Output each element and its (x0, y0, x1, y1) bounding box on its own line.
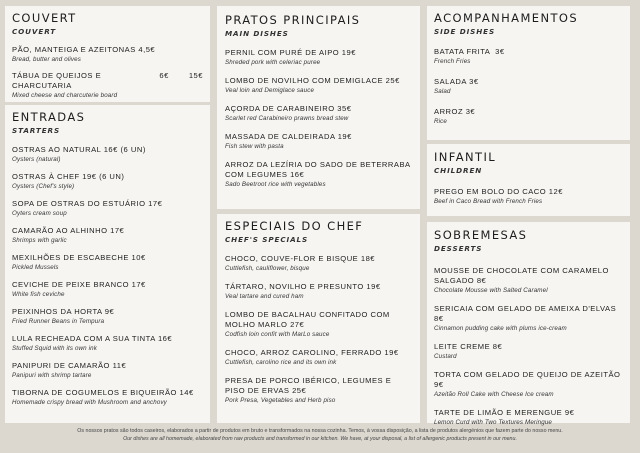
menu-item (434, 304, 623, 333)
menu-item (12, 253, 203, 272)
item-name: PANIPURI DE CAMARÃO 11€ (12, 361, 127, 370)
menu-item (434, 370, 623, 399)
item-description: Cinnamon pudding cake with plums ice-cream (434, 325, 567, 332)
item-description: White fish ceviche (12, 291, 65, 298)
item-description: Cuttlefish, carolino rice and its own ink (225, 359, 337, 366)
item-name: AÇORDA DE CARABINEIRO 35€ (225, 104, 352, 113)
item-name: LOMBO DE BACALHAU CONFITADO COM MOLHO MARLO 27€ (225, 310, 390, 329)
pratos-subtitle: MAIN DISHES (225, 29, 289, 38)
menu-item (12, 145, 203, 164)
menu-item (434, 408, 623, 427)
couvert-card (5, 6, 210, 102)
item-description: Sado Beetroot rice with vegetables (225, 181, 326, 188)
item-name: OSTRAS AO NATURAL 16€ (6 UN) (12, 145, 146, 154)
item-description: Mixed cheese and charcuterie board (12, 92, 118, 99)
item-description: Pickled Mussels (12, 264, 59, 271)
item-name: PRESA DE PORCO IBÉRICO, LEGUMES E PISO DE ERVAS 25€ (225, 376, 392, 395)
menu-item (434, 47, 623, 66)
item-name: MASSADA DE CALDEIRADA 19€ (225, 132, 352, 141)
footer-line-en: Our dishes are all homemade, elaborated from raw products and transformed in our kitchen. We have, at your disposal, a list of allergenic products present in our menu. (123, 436, 517, 442)
menu-item (12, 388, 203, 407)
item-name: TIBORNA DE COGUMELOS E BIQUEIRÃO 14€ (12, 388, 194, 397)
acompanhamentos-card (427, 6, 630, 140)
item-name: PÃO, MANTEIGA E AZEITONAS 4,5€ (12, 45, 156, 54)
menu-item (225, 282, 412, 301)
infantil-subtitle: CHILDREN (434, 166, 483, 175)
item-name: LOMBO DE NOVILHO COM DEMIGLACE 25€ (225, 76, 400, 85)
item-description: Homemade crispy bread with Mushroom and anchovy (12, 399, 167, 406)
item-name: SALADA 3€ (434, 77, 479, 86)
item-description: Pork Presa, Vegetables and Herb piso (225, 397, 336, 404)
item-name: ARROZ 3€ (434, 107, 476, 116)
item-description: Cuttlefish, cauliflower, bisque (225, 265, 310, 272)
item-name: TARTE DE LIMÃO E MERENGUE 9€ (434, 408, 575, 417)
item-name-row (12, 71, 203, 91)
entradas-card (5, 105, 210, 423)
infantil-card (427, 144, 630, 216)
item-description: Chocolate Mousse with Salted Caramel (434, 287, 548, 294)
item-description: Shrimps with garlic (12, 237, 67, 244)
acompanhamentos-subtitle: SIDE DISHES (434, 27, 496, 36)
item-name: OSTRAS À CHEF 19€ (6 UN) (12, 172, 125, 181)
item-name: SOPA DE OSTRAS DO ESTUÁRIO 17€ (12, 199, 163, 208)
menu-item (434, 107, 623, 126)
menu-item (434, 77, 623, 96)
especiais-title: ESPECIAIS DO CHEF (225, 219, 364, 233)
pratos-card (217, 6, 420, 209)
menu-item (225, 48, 412, 67)
menu-item (225, 132, 412, 151)
especiais-subtitle: CHEF'S SPECIALS (225, 235, 309, 244)
acompanhamentos-title: ACOMPANHAMENTOS (434, 11, 579, 25)
item-description: Beef in Caco Bread with French Fries (434, 198, 543, 205)
item-description: Oysters (natural) (12, 156, 61, 163)
couvert-subtitle: COUVERT (12, 27, 57, 36)
menu-item (434, 342, 623, 361)
footer-line-pt: Os nossos pratos são todos caseiros, elaborados a partir de produtos em bruto e transformados na nossa cozinha. Temos, à vossa disposição, a lista de produtos alergénios que fazem parte do nosso menu. (77, 428, 563, 434)
entradas-subtitle: STARTERS (12, 126, 61, 135)
menu-item (12, 199, 203, 218)
menu-item (12, 226, 203, 245)
item-description: Custard (434, 353, 457, 360)
menu-item (225, 76, 412, 95)
item-name: SERICAIA COM GELADO DE AMEIXA D'ELVAS 8€ (434, 304, 617, 323)
item-description: Bread, butter and olives (12, 56, 81, 63)
item-description: Salad (434, 88, 451, 95)
item-name: CHOCO, COUVE-FLOR E BISQUE 18€ (225, 254, 376, 263)
item-price-small: 6€ (159, 71, 169, 80)
menu-item (225, 376, 412, 405)
couvert-title: COUVERT (12, 11, 77, 25)
item-name: PEIXINHOS DA HORTA 9€ (12, 307, 115, 316)
menu-item (12, 334, 203, 353)
item-description: Shreded pork with celeriac puree (225, 59, 321, 66)
item-name: MEXILHÕES DE ESCABECHE 10€ (12, 253, 146, 262)
item-name: LEITE CREME 8€ (434, 342, 503, 351)
item-description: Codfish loin confit with MarLo sauce (225, 331, 330, 338)
item-name: ARROZ DA LEZÍRIA DO SADO DE BETERRABA COM LEGUMES 16€ (225, 160, 411, 179)
menu-item (12, 172, 203, 191)
menu-item (12, 45, 203, 64)
item-name: PERNIL COM PURÉ DE AIPO 19€ (225, 48, 356, 57)
item-name: TORTA COM GELADO DE QUEIJO DE AZEITÃO 9€ (434, 370, 621, 389)
item-description: Fish stew with pasta (225, 143, 284, 150)
menu-item (12, 307, 203, 326)
item-name: MOUSSE DE CHOCOLATE COM CARAMELO SALGADO 8€ (434, 266, 609, 285)
item-description: Fried Runner Beans in Tempura (12, 318, 105, 325)
item-description: Azeitão Roll Cake with Cheese Ice cream (434, 391, 554, 398)
item-name: PREGO EM BOLO DO CACO 12€ (434, 187, 563, 196)
item-description: Scarlet red Carabineiro prawns bread stew (225, 115, 349, 122)
sobremesas-card (427, 222, 630, 426)
item-name: CAMARÃO AO ALHINHO 17€ (12, 226, 125, 235)
item-name: TÁBUA DE QUEIJOS E CHARCUTARIA (12, 71, 102, 90)
menu-item (225, 254, 412, 273)
sobremesas-subtitle: DESSERTS (434, 244, 483, 253)
entradas-title: ENTRADAS (12, 110, 86, 124)
infantil-title: INFANTIL (434, 150, 497, 164)
footer-note (0, 427, 640, 443)
item-name: BATATA FRITA 3€ (434, 47, 505, 56)
menu-item (225, 160, 412, 189)
menu-item (12, 361, 203, 380)
menu-item (434, 266, 623, 295)
item-name: CEVICHE DE PEIXE BRANCO 17€ (12, 280, 146, 289)
menu-item (225, 310, 412, 339)
item-price-large: 15€ (188, 71, 203, 80)
item-description: Oyters cream soup (12, 210, 67, 217)
sobremesas-title: SOBREMESAS (434, 228, 528, 242)
item-description: Lemon Curd with Two Textures Meringue (434, 419, 553, 426)
item-name: TÁRTARO, NOVILHO E PRESUNTO 19€ (225, 282, 381, 291)
item-description: Veal loin and Demiglace sauce (225, 87, 315, 94)
especiais-card (217, 214, 420, 423)
item-name: CHOCO, ARROZ CAROLINO, FERRADO 19€ (225, 348, 399, 357)
menu-item (225, 348, 412, 367)
item-description: French Fries (434, 58, 471, 65)
menu-item (225, 104, 412, 123)
menu-item (434, 187, 623, 206)
item-description: Stuffed Squid with its own ink (12, 345, 97, 352)
menu-item (12, 71, 203, 100)
item-description: Rice (434, 118, 447, 125)
item-name: LULA RECHEADA COM A SUA TINTA 16€ (12, 334, 173, 343)
pratos-title: PRATOS PRINCIPAIS (225, 13, 361, 27)
item-description: Panipuri with shrimp tartare (12, 372, 92, 379)
item-description: Veal tartare and cured ham (225, 293, 304, 300)
item-description: Oysters (Chef's style) (12, 183, 75, 190)
menu-item (12, 280, 203, 299)
